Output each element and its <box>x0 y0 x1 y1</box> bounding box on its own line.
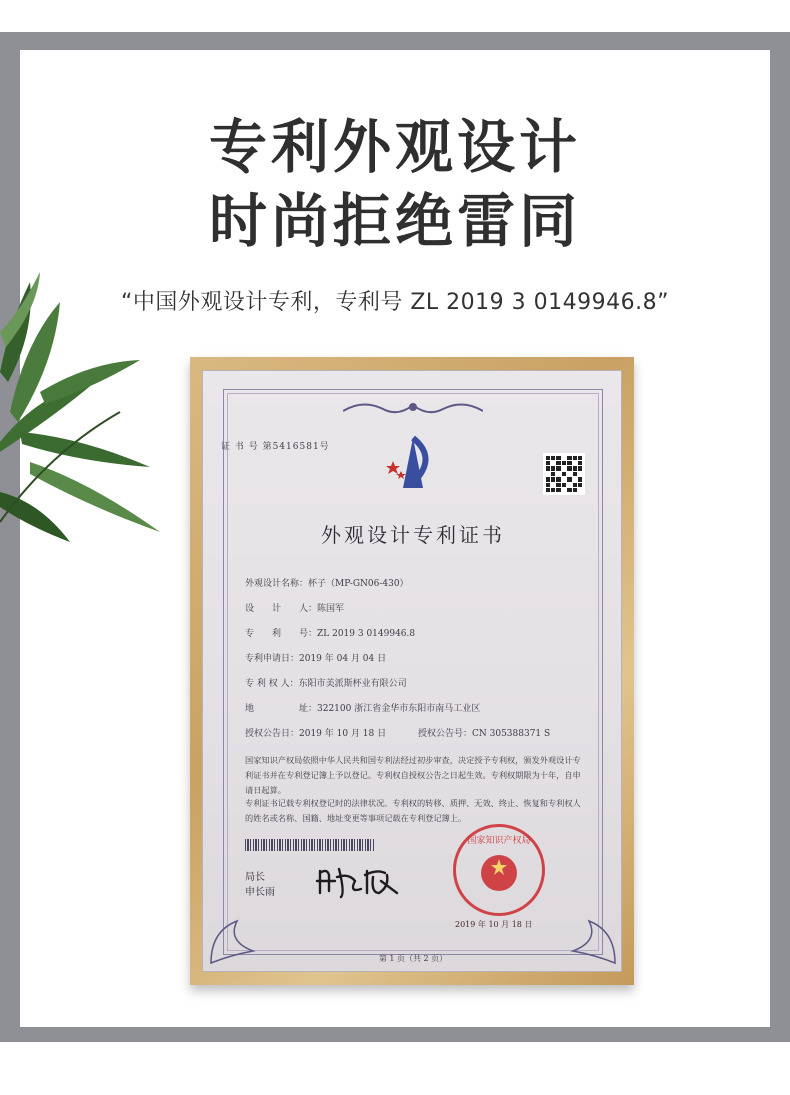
certificate-number: 证 书 号 第5416581号 <box>221 442 330 452</box>
field-grant-number: 授权公告号：CN 305388371 S <box>418 729 551 739</box>
page-number: 第 1 页（共 2 页） <box>378 954 448 963</box>
director-title: 局长 <box>245 872 265 883</box>
certificate-paper <box>202 370 622 972</box>
headline-line1: 专利外观设计 <box>208 113 581 181</box>
ornament-top <box>343 399 483 419</box>
national-emblem-icon <box>456 827 542 913</box>
field-filing-date: 专利申请日：2019 年 04 月 04 日 <box>245 654 387 664</box>
certificate-title: 外观设计专利证书 <box>321 523 505 547</box>
certificate-paragraph-2: 专利证书记载专利权登记时的法律状况。专利权的转移、质押、无效、终止、恢复和专利权人的姓名或名称、国籍、地址变更等事项记载在专利登记簿上。 <box>245 798 581 823</box>
director-name: 申长雨 <box>245 887 275 898</box>
director-signature <box>315 863 405 899</box>
field-patentee: 专 利 权 人：东阳市美派斯杯业有限公司 <box>245 679 407 689</box>
certificate-frame <box>190 357 634 985</box>
seal-date: 2019 年 10 月 18 日 <box>455 920 533 929</box>
cnipa-logo-icon <box>383 433 443 493</box>
certificate-paragraph-1: 国家知识产权局依照中华人民共和国专利法经过初步审查，决定授予专利权，颁发外观设计专利证书并在专利登记簿上予以登记。专利权自授权公告之日起生效。专利权期限为十年，自申请日起算。 <box>245 755 581 795</box>
leaf-decoration <box>0 262 180 562</box>
field-address: 地 址：322100 浙江省金华市东阳市南马工业区 <box>245 704 481 714</box>
svg-text:国家知识产权局: 国家知识产权局 <box>467 836 531 846</box>
field-design-name: 外观设计名称：杯子（MP-GN06-430） <box>245 579 409 589</box>
field-grant-date: 授权公告日：2019 年 10 月 18 日 <box>245 729 387 739</box>
patent-caption: “中国外观设计专利，专利号 ZL 2019 3 0149946.8” <box>120 290 670 315</box>
qr-code <box>543 453 585 495</box>
headline-line2: 时尚拒绝雷同 <box>208 187 581 255</box>
field-designer: 设 计 人：陈国军 <box>245 604 345 614</box>
barcode <box>245 839 375 851</box>
field-patent-number: 专 利 号：ZL 2019 3 0149946.8 <box>245 629 416 639</box>
official-seal <box>453 824 545 916</box>
